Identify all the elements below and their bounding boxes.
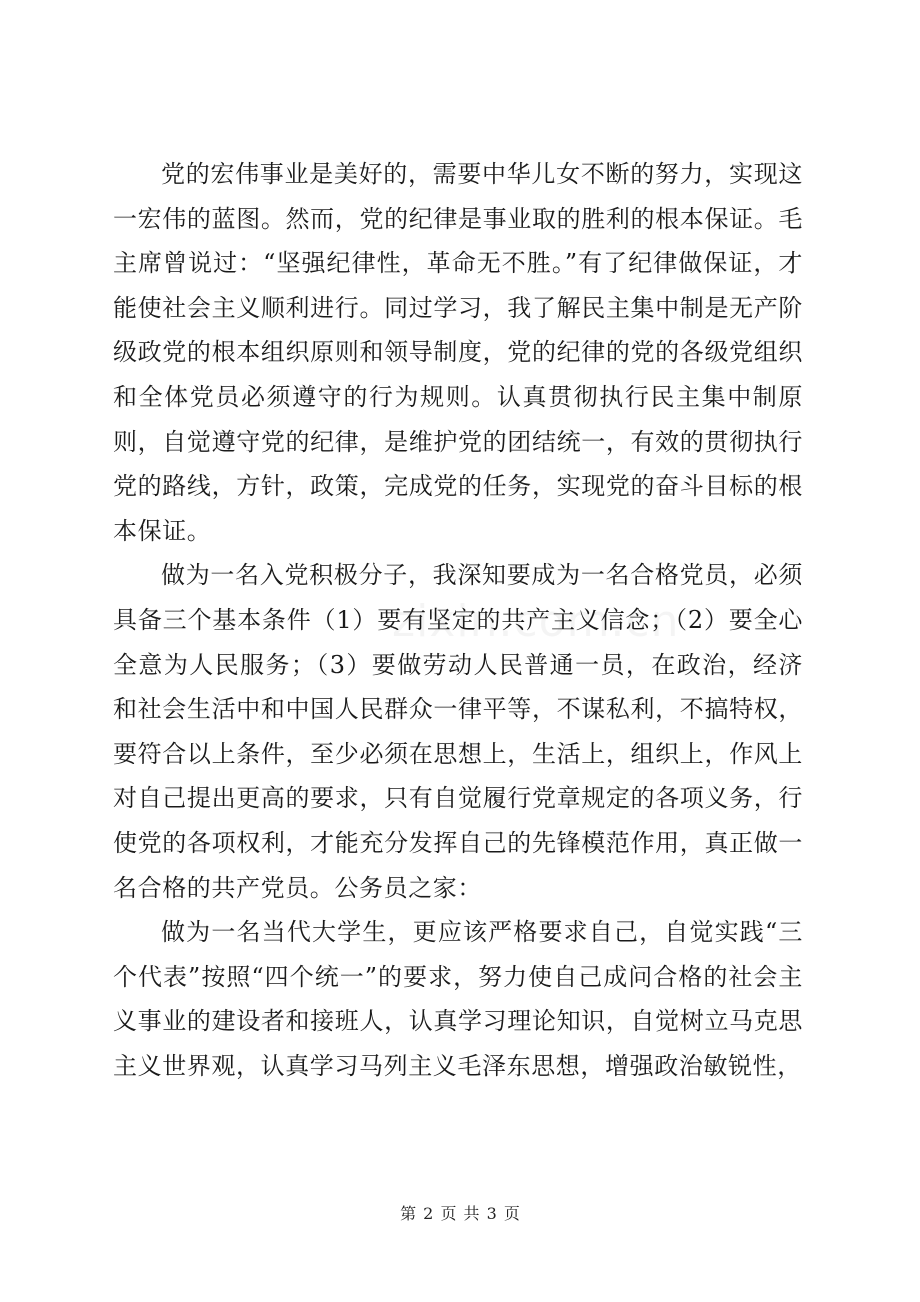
paragraph-1: 党的宏伟事业是美好的，需要中华儿女不断的努力，实现这一宏伟的蓝图。然而，党的纪律是事业取的胜利的根本保证。毛主席曾说过：“坚强纪律性，革命无不胜。”有了纪律做保证，才能使社会主义顺利进行。同过学习，我了解民主集中制是无产阶级政党的根本组织原则和领导制度，党的纪律的党的各级党组织和全体党员必须遵守的行为规则。认真贯彻执行民主集中制原则，自觉遵守党的纪律，是维护党的团结统一，有效的贯彻执行党的路线，方针，政策，完成党的任务，实现党的奋斗目标的根本保证。 <box>113 160 803 545</box>
page-number-footer: 第 2 页 共 3 页 <box>400 1204 520 1223</box>
paragraph-3: 做为一名当代大学生，更应该严格要求自己，自觉实践“三个代表”按照“四个统一”的要求，努力使自己成问合格的社会主义事业的建设者和接班人，认真学习理论知识，自觉树立马克思主义世界观，认真学习马列主义毛泽东思想，增强政治敏锐性， <box>113 918 803 1080</box>
document-body <box>113 152 803 1088</box>
paragraph-2: 做为一名入党积极分子，我深知要成为一名合格党员，必须具备三个基本条件（1）要有坚定的共产主义信念；（2）要全心全意为人民服务；（3）要做劳动人民普通一员，在政治，经济和社会生活中和中国人民群众一律平等，不谋私利，不搞特权，要符合以上条件，至少必须在思想上，生活上，组织上，作风上对自己提出更高的要求，只有自觉履行党章规定的各项义务，行使党的各项权利，才能充分发挥自己的先锋模范作用，真正做一名合格的共产党员。公务员之家： <box>113 561 803 902</box>
